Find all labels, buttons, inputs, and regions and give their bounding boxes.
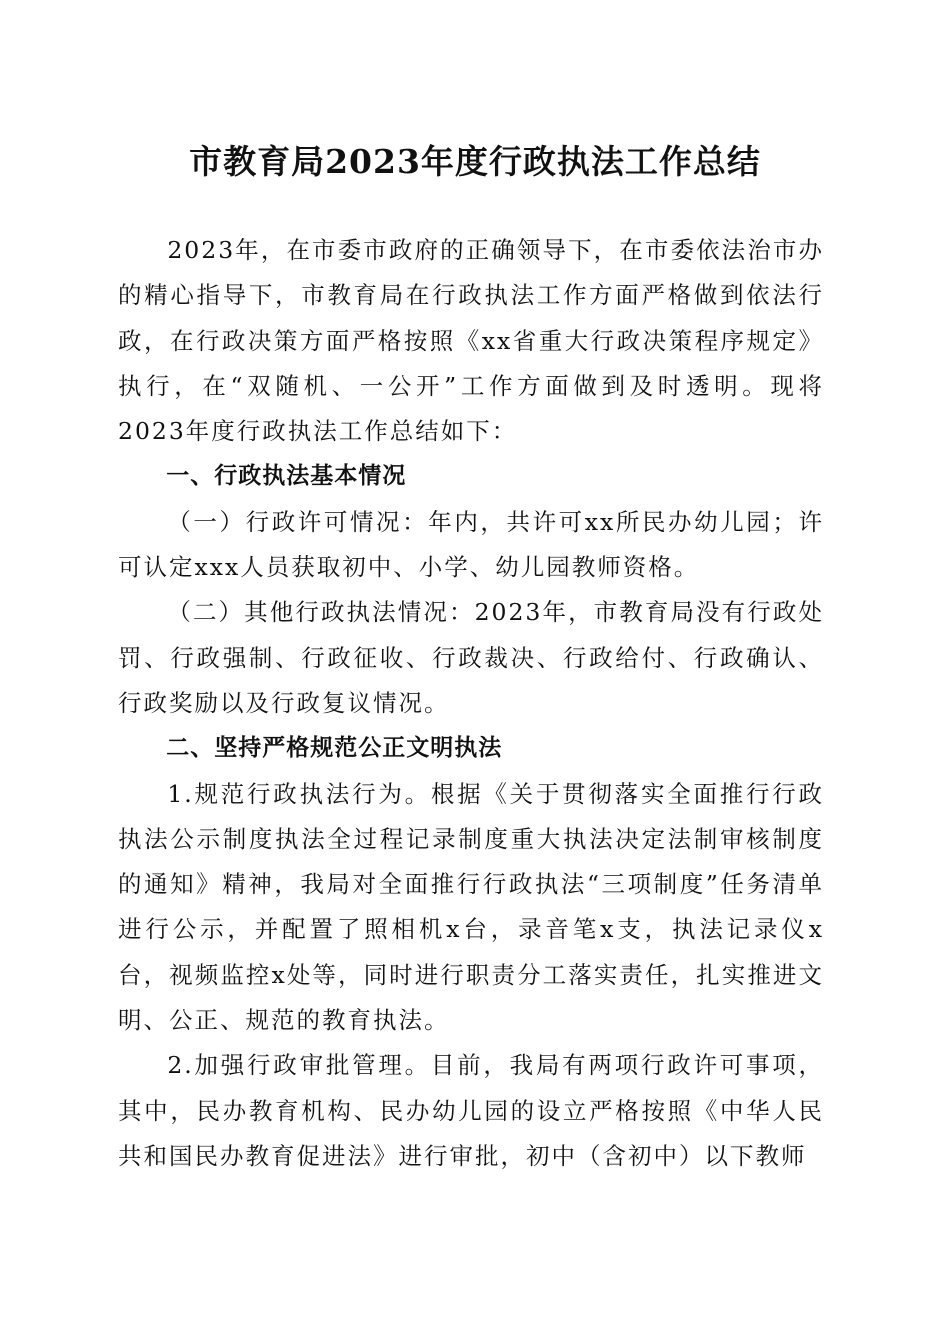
document-body (118, 228, 824, 1179)
section2-paragraph-1: 1.规范行政执法行为。根据《关于贯彻落实全面推行行政执法公示制度执法全过程记录制度重大执法决定法制审核制度的通知》精神，我局对全面推行行政执法“三项制度”任务清单进行公示，并配置了照相机x台，录音笔x支，执法记录仪x台，视频监控x处等，同时进行职责分工落实责任，扎实推进文明、公正、规范的教育执法。 (118, 779, 824, 1035)
section1-paragraph-2: （二）其他行政执法情况：2023年，市教育局没有行政处罚、行政强制、行政征收、行政裁决、行政给付、行政确认、行政奖励以及行政复议情况。 (118, 598, 824, 717)
document-title: 市教育局2023年度行政执法工作总结 (189, 142, 761, 181)
section-heading-1: 一、行政执法基本情况 (166, 463, 407, 490)
intro-paragraph: 2023年，在市委市政府的正确领导下，在市委依法治市办的精心指导下，市教育局在行政执法工作方面严格做到依法行政，在行政决策方面严格按照《xx省重大行政决策程序规定》执行，在“双随机、一公开”工作方面做到及时透明。现将2023年度行政执法工作总结如下： (118, 236, 824, 446)
section-heading-2: 二、坚持严格规范公正文明执法 (166, 735, 503, 762)
section2-paragraph-2: 2.加强行政审批管理。目前，我局有两项行政许可事项，其中，民办教育机构、民办幼儿园的设立严格按照《中华人民共和国民办教育促进法》进行审批，初中（含初中）以下教师 (118, 1051, 824, 1170)
section1-paragraph-1: （一）行政许可情况：年内，共许可xx所民办幼儿园；许可认定xxx人员获取初中、小学、幼儿园教师资格。 (118, 507, 824, 582)
